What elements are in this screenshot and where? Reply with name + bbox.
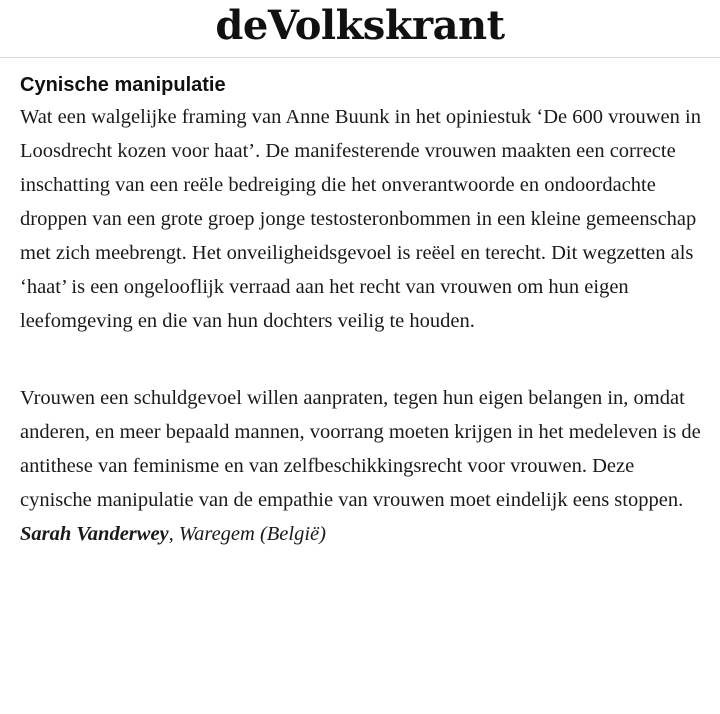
letter-signature [20,517,710,551]
newspaper-logo: deVolkskrant [215,2,505,49]
author-name: Sarah Vanderwey [20,523,169,545]
letter-headline: Cynische manipulatie [20,74,226,96]
letter-article [20,70,710,551]
masthead [0,0,720,52]
letter-paragraph-1: Wat een walgelijke framing van Anne Buunk in het opiniestuk ‘De 600 vrouwen in Loosdrecht kozen voor haat’. De manifesterende vrouwen maakten een correcte inschatting van een reële bedreiging die het onverantwoorde en ondoordachte droppen van een grote groep jonge testosteronbommen in een kleine gemeenschap met zich meebrengt. Het onveiligheidsgevoel is reëel en terecht. Dit wegzetten als ‘haat’ is een ongelooflijk verraad aan het recht van vrouwen om hun eigen leefomgeving en die van hun dochters veilig te houden. [20,106,701,332]
letter-paragraph-2: Vrouwen een schuldgevoel willen aanpraten, tegen hun eigen belangen in, omdat anderen, en meer bepaald mannen, voorrang moeten krijgen in het medeleven is de antithese van feminisme en van zelfbeschikkingsrecht voor vrouwen. Deze cynische manipulatie van de empathie van vrouwen moet eindelijk eens stoppen. [20,387,701,511]
masthead-divider [0,57,720,58]
author-location: , Waregem (België) [168,523,326,545]
